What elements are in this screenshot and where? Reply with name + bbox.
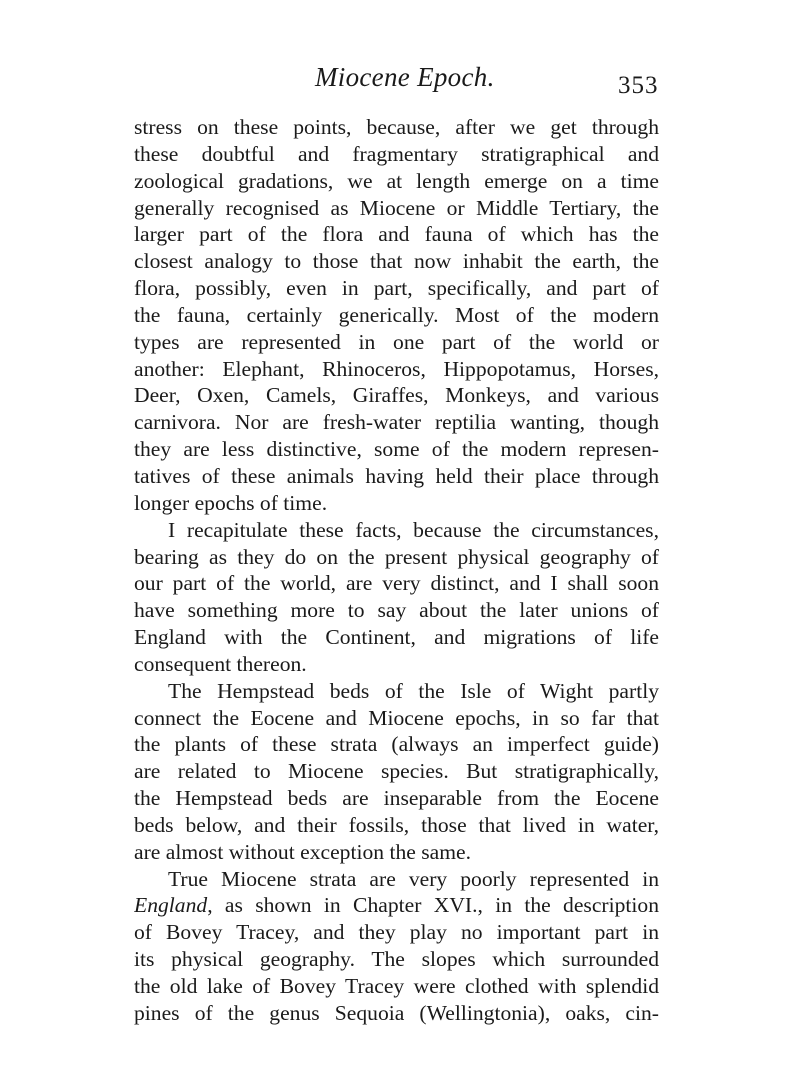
text-line: have something more to say about the later unions of [134, 598, 659, 623]
text-line: another: Elephant, Rhinoceros, Hippopotamus, Horses, [134, 356, 659, 381]
running-header [0, 58, 795, 98]
text-line: carnivora. Nor are fresh-water reptilia wanting, though [134, 410, 659, 435]
text-line: the Hempstead beds are inseparable from the Eocene [134, 786, 659, 811]
text-line: the plants of these strata (always an imperfect guide) [134, 732, 659, 757]
text-line: Deer, Oxen, Camels, Giraffes, Monkeys, and various [134, 383, 659, 408]
text-line-italic-lead: England, as shown in Chapter XVI., in the description [134, 893, 659, 918]
paragraph-3 [134, 678, 659, 866]
text-line: are related to Miocene species. But stratigraphically, [134, 759, 659, 784]
text-line: tatives of these animals having held their place through [134, 463, 659, 488]
text-line: the old lake of Bovey Tracey were clothed with splendid [134, 974, 659, 998]
text-line: zoological gradations, we at length emerge on a time [134, 168, 659, 193]
text-line: these doubtful and fragmentary stratigraphical and [134, 141, 659, 166]
text-line: consequent thereon. [134, 651, 307, 676]
text-line: larger part of the flora and fauna of which has the [134, 222, 659, 247]
body-text [134, 114, 659, 1027]
text-line: the fauna, certainly generically. Most of the modern [134, 302, 659, 327]
paragraph-4 [134, 866, 659, 1027]
text-line: beds below, and their fossils, those that lived in water, [134, 812, 659, 837]
text-line: connect the Eocene and Miocene epochs, in so far that [134, 705, 659, 730]
text-line: of Bovey Tracey, and they play no important part in [134, 920, 659, 945]
text-line: our part of the world, are very distinct, and I shall soon [134, 571, 659, 596]
text-line: longer epochs of time. [134, 490, 328, 515]
text-line: types are represented in one part of the world or [134, 329, 659, 354]
text-line: its physical geography. The slopes which surrounded [134, 947, 659, 972]
text-line: they are less distinctive, some of the modern represen- [134, 437, 659, 462]
paragraph-2 [134, 517, 659, 678]
paragraph-1 [134, 114, 659, 517]
text-line: The Hempstead beds of the Isle of Wight partly [168, 678, 659, 703]
text-line: are almost without exception the same. [134, 839, 472, 864]
text-line: closest analogy to those that now inhabit the earth, the [134, 249, 659, 274]
page-number: 353 [618, 72, 659, 99]
running-title: Miocene Epoch. [315, 62, 495, 92]
text-line: I recapitulate these facts, because the circumstances, [168, 517, 659, 542]
italic-word: England [134, 893, 208, 918]
text-line: bearing as they do on the present physical geography of [134, 544, 659, 569]
text-line: England with the Continent, and migrations of life [134, 625, 659, 650]
text-line: True Miocene strata are very poorly represented in [168, 866, 659, 891]
text-line: flora, possibly, even in part, specifically, and part of [134, 276, 659, 301]
text-line: pines of the genus Sequoia (Wellingtonia), oaks, cin- [134, 1000, 659, 1025]
text-line: generally recognised as Miocene or Middle Tertiary, the [134, 195, 659, 220]
text-line: stress on these points, because, after we get through [134, 115, 659, 139]
